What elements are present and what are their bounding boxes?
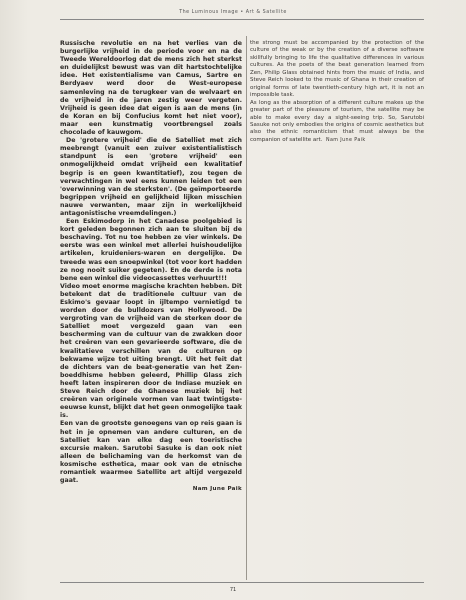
footer-rule [60, 582, 424, 583]
right-paragraph-2-text: As long as the absorption of a different culture makes up the greater part of the pleasure of tourism, the satellite may be able to make every day a sight-seeing trip. So, Sarutobi Sasuke not only embodies the origins of cosmic aesthetics but also the ethnic romanticism that must always be the companion of satellite art. [250, 99, 424, 143]
left-paragraph-3: Een Eskimodorp in het Canadese poolgebied is kort geleden begonnen zich aan te sluiten bij de beschaving. Tot nu toe hebben ze vier winkels. De eerste was een winkel met allerlei huishoudelijke artikelen, kruideniers-waren en dergelijke. De tweede was een snoepwinkel (tot voor kort hadden ze nog nooit suiker gegeten). En de derde is nota bene een winkel die videocassettes verhuurt!!! [60, 218, 242, 282]
left-signature: Nam June Paik [192, 486, 242, 493]
left-paragraph-4: Video moet enorme magische krachten hebben. Dit betekent dat de traditionele cultuur van de Eskimo's gevaar loopt in ijltempo vernietigd te worden door de bulldozers van Hollywood. De vergroting van de vrijheid van de sterken door de Satelliet moet vergezeld gaan van een bescherming van de cultuur van de zwakken door het creëren van een gevarieerde software, die de kwalitatieve verschillen van de culturen op bekwame wijze tot uiting brengt. Uit het feit dat de dichters van de beat-generatie van het Zen-boeddhisme hebben geleerd, Phillip Glass zich heeft laten inspireren door de Indiase muziek en Steve Reich door de Ghanese muziek bij het creëren van originele vormen van laat twintigste-eeuwse kunst, blijkt dat het geen onmogelijke taak is. [60, 282, 242, 420]
left-paragraph-1: Russische revolutie en na het verlies van de burgerlijke vrijheid in de periode voor en na de Tweede Wereldoorlog dat de mens zich het sterkst en duidelijkst bewust was van dit hartstochtelijke idee. Het existentialisme van Camus, Sartre en Berdyaev werd door de West-europese samenleving na de terugkeer van de welvaart en de vrijheid in de jaren zestig weer vergeten. Vrijheid is geen idee dat eigen is aan de mens (in de Koran en bij Confucius komt het niet voor), maar een kunstmatig voortbrengsel zoals chocolade of kauwgom. [60, 40, 242, 137]
left-paragraph-5: Een van de grootste genoegens van op reis gaan is het in je opnemen van andere culturen, en de Satelliet kan van elke dag een toeristische excursie maken. Sarutobi Sasuke is dan ook niet alleen de belichaming van de herkomst van de kosmische esthetica, maar ook van de etnische romantiek waarmee Satellite art altijd vergezeld gaat. [60, 420, 242, 485]
right-paragraph-1: the strong must be accompanied by the protection of the culture of the weak or by the creation of a diverse software skillfully bringing to life the qualitative differences in various cultures. As the poets of the beat generation learned from Zen, Philip Glass obtained hints from the music of India, and Steve Reich looked to the music of Ghana in their creation of original forms of late twentieth-century high art, it is not an impossible task. [250, 40, 424, 99]
english-text-column [250, 40, 424, 144]
column-divider [246, 36, 247, 580]
right-paragraph-2 [250, 100, 424, 145]
header-rule [60, 19, 424, 20]
left-paragraph-2: De 'grotere vrijheid' die de Satelliet met zich meebrengt (vanuit een zuiver existentialistisch standpunt is een 'grotere vrijheid' een onmogelijkheid omdat vrijheid een kwalitatief begrip is en geen kwantitatief), zou tegen de verwachtingen in wel eens kunnen leiden tot een 'overwinning van de sterksten'. (De geïmporteerde begrippen vrijheid en gelijkheid lijken misschien nauwe verwanten, maar zijn in werkelijkheid antagonistische vreemdelingen.) [60, 137, 242, 217]
right-signature: Nam June Paik [325, 137, 366, 143]
running-header: The Luminous Image • Art & Satellite [179, 10, 287, 15]
page-number: 71 [229, 587, 237, 593]
dutch-text-column [60, 40, 242, 493]
